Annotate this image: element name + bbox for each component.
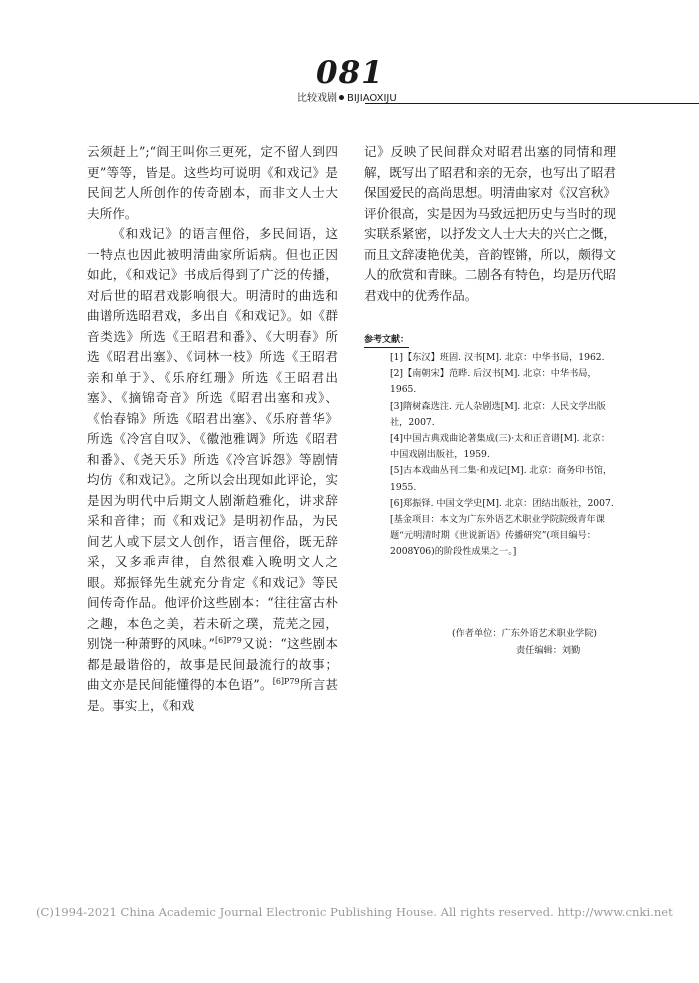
reference-item: [1]【东汉】班固. 汉书[M]. 北京：中华书局，1962.: [390, 352, 605, 363]
references-title: 参考文献：: [364, 333, 409, 348]
left-column: [87, 142, 338, 716]
paragraph: 记》反映了民间群众对昭君出塞的同情和理解，既写出了昭君和亲的无奈，也写出了昭君保国爱民的高尚思想。明清曲家对《汉宫秋》评价很高，实是因为马致远把历史与当时的现实联系紧密，以抒发文人士大夫的兴亡之慨，而且文辞凄艳优美，音韵铿锵，所以，颇得文人的欣赏和青睐。二剧各有特色，均是历代昭君戏中的优秀作品。: [364, 144, 616, 303]
paragraph-text: 《和戏记》的语言俚俗，多民间语，这一特点也因此被明清曲家所诟病。但也正因如此，《和戏记》书成后得到了广泛的传播，对后世的昭君戏影响很大。明清时的曲选和曲谱所选昭君戏，多出自《和戏记》。如《群音类选》所选《王昭君和番》、《大明春》所选《昭君出塞》、《词林一枝》所选《王昭君亲和单于》、《乐府红珊》所选《王昭君出塞》、《摘锦奇音》所选《昭君出塞和戎》、《怡春锦》所选《昭君出塞》、《乐府普华》所选《冷宫自叹》、《徽池雅调》所选《昭君和番》、《尧天乐》所选《冷宫诉怨》等剧情均仿《和戏记》。之所以会出现如此评论，实是因为明代中后期文人剧渐趋雅化，讲求辞采和音律；而《和戏记》是明初作品，为民间艺人或下层文人创作，语言俚俗，既无辞采，又多乖声律，自然很难入晚明文人之眼。郑振铎先生就充分肯定《和戏记》等民间传奇作品。他评价这些剧本：“往往富古朴之趣，本色之美，若未斫之璞，荒芜之园，别饶一种萧野的风味。”: [87, 226, 338, 651]
paragraph-text: 所言甚是。事实上，《和戏: [87, 677, 338, 713]
header-rule: [365, 103, 699, 104]
reference-item: [5]古本戏曲丛刊二集·和戎记[M]. 北京：商务印书馆，1955.: [390, 465, 613, 493]
page-number: 081: [316, 55, 384, 91]
bullet-dot-icon: [339, 95, 344, 100]
responsible-editor: 责任编辑：刘勤: [516, 645, 581, 656]
reference-item: [3]隋树森选注. 元人杂剧选[M]. 北京：人民文学出版社，2007.: [390, 400, 606, 428]
journal-label: [297, 93, 397, 105]
journal-name-pinyin: BIJIAOXIJU: [347, 93, 397, 104]
right-column: [364, 142, 616, 306]
author-affiliation: (作者单位：广东外语艺术职业学院): [452, 628, 597, 639]
references-list: [364, 350, 616, 512]
reference-item: [2]【南朝宋】范晔. 后汉书[M]. 北京：中华书局，1965.: [390, 368, 597, 396]
paragraph-text: 又说：“这些剧本都是最谐俗的，故事是民间最流行的故事；曲文亦是民间能懂得的本色语”。: [87, 636, 338, 692]
reference-item: [4]中国古典戏曲论著集成(三)·太和正音谱[M]. 北京：中国戏剧出版社，1959.: [390, 433, 611, 461]
fund-note: [基金项目：本文为广东外语艺术职业学院院级青年课题“元明清时期《世说新语》传播研究”(项目编号：2008Y06)的阶段性成果之一。]: [390, 514, 605, 558]
references-section: [364, 332, 616, 561]
citation-mark: [6]P79: [272, 676, 300, 686]
paragraph: [87, 224, 338, 716]
reference-item: [6]郑振铎. 中国文学史[M]. 北京：团结出版社，2007.: [390, 497, 614, 509]
paragraph: 云须赶上”;“阎王叫你三更死，定不留人到四更”等等，皆是。这些均可说明《和戏记》是民间艺人所创作的传奇剧本，而非文人士大夫所作。: [87, 144, 338, 221]
copyright-notice: (C)1994-2021 China Academic Journal Electronic Publishing House. All rights reserved. http://www.cnki.net: [36, 905, 673, 919]
journal-name-cn: 比较戏剧: [297, 93, 337, 104]
citation-mark: [6]P79: [214, 635, 242, 645]
